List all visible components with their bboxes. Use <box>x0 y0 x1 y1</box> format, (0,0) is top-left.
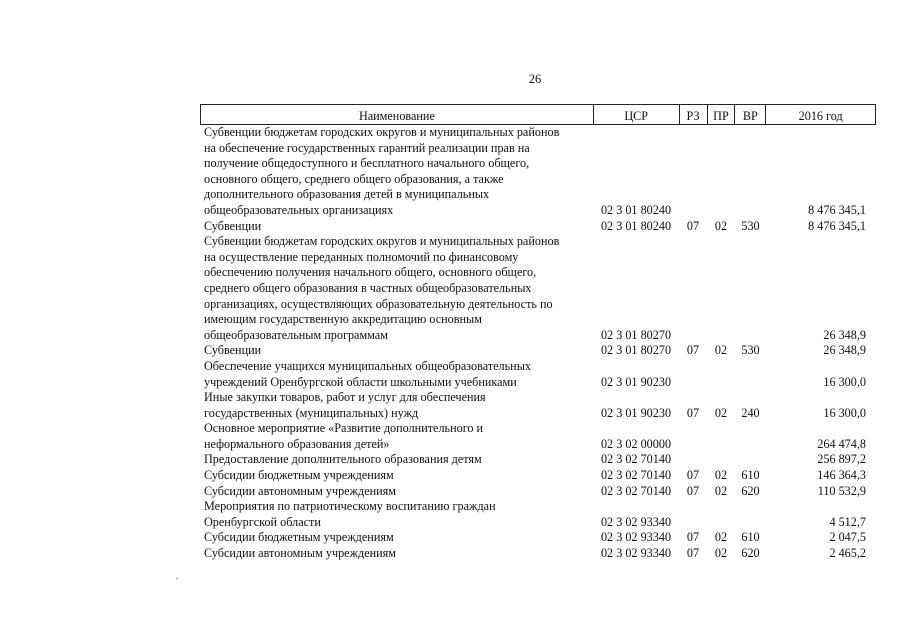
row-vr: 530 <box>741 218 760 233</box>
row-amount: 8 476 345,1 <box>808 202 866 217</box>
row-csr: 02 3 01 90230 <box>600 374 672 389</box>
table-row <box>200 530 876 546</box>
row-name <box>200 452 593 468</box>
row-name <box>200 421 593 452</box>
row-csr: 02 3 02 70140 <box>600 468 672 483</box>
header-rz: РЗ <box>679 105 707 124</box>
row-name <box>200 546 593 562</box>
row-name <box>200 234 593 343</box>
budget-table <box>200 104 876 562</box>
row-vr: 610 <box>741 468 760 483</box>
row-name-line: государственных (муниципальных) нужд <box>204 405 419 420</box>
row-name-line: неформального образования детей» <box>204 436 390 451</box>
row-vr: 620 <box>741 483 760 498</box>
row-name <box>200 359 593 390</box>
row-name-line: Обеспечение учащихся муниципальных общеобразовательных <box>204 358 531 373</box>
row-name-line: Субсидии бюджетным учреждениям <box>204 468 394 483</box>
row-name <box>200 125 593 219</box>
row-csr: 02 3 01 80240 <box>600 218 672 233</box>
row-amount: 8 476 345,1 <box>808 218 866 233</box>
row-rz: 07 <box>686 546 700 561</box>
table-row <box>200 234 876 343</box>
row-name-line: Субвенции <box>204 218 262 233</box>
row-csr: 02 3 02 00000 <box>600 436 672 451</box>
row-pr: 02 <box>714 405 728 420</box>
row-rz: 07 <box>686 405 700 420</box>
row-amount: 146 364,3 <box>817 468 866 483</box>
row-amount: 2 047,5 <box>829 530 866 545</box>
row-name <box>200 530 593 546</box>
row-name-line: Предоставление дополнительного образования детям <box>204 452 482 467</box>
row-name <box>200 390 593 421</box>
row-name-line: организациях, осуществляющих образовательную деятельность по <box>204 296 553 311</box>
row-name <box>200 219 593 235</box>
table-row <box>200 468 876 484</box>
row-amount: 264 474,8 <box>817 436 866 451</box>
row-vr: 610 <box>741 530 760 545</box>
table-header <box>200 104 876 125</box>
row-csr: 02 3 02 70140 <box>600 483 672 498</box>
row-name-line: дополнительного образования детей в муниципальных <box>204 187 490 202</box>
row-name-line: имеющим государственную аккредитацию основным <box>204 312 482 327</box>
table-row <box>200 421 876 452</box>
row-rz: 07 <box>686 468 700 483</box>
table-row <box>200 484 876 500</box>
row-vr: 530 <box>741 343 760 358</box>
row-name-line: общеобразовательных организациях <box>204 202 394 217</box>
row-name-line: Мероприятия по патриотическому воспитанию граждан <box>204 499 496 514</box>
row-amount: 4 512,7 <box>829 514 866 529</box>
row-rz: 07 <box>686 343 700 358</box>
row-pr: 02 <box>714 546 728 561</box>
row-name <box>200 343 593 359</box>
header-year: 2016 год <box>765 105 875 124</box>
table-row <box>200 343 876 359</box>
row-csr: 02 3 02 70140 <box>600 452 672 467</box>
header-csr: ЦСР <box>593 105 679 124</box>
row-csr: 02 3 02 93340 <box>600 514 672 529</box>
row-name-line: Иные закупки товаров, работ и услуг для обеспечения <box>204 390 486 405</box>
row-name-line: Субсидии автономным учреждениям <box>204 546 396 561</box>
row-name-line: Субвенции бюджетам городских округов и муниципальных районов <box>204 125 560 139</box>
row-csr: 02 3 01 90230 <box>600 405 672 420</box>
table-body <box>200 125 876 562</box>
row-name-line: Субвенции <box>204 343 262 358</box>
margin-mark <box>176 578 178 579</box>
row-name-line: основного общего, среднего общего образования, а также <box>204 171 504 186</box>
row-name <box>200 484 593 500</box>
row-vr: 620 <box>741 546 760 561</box>
row-pr: 02 <box>714 468 728 483</box>
table-row <box>200 452 876 468</box>
row-amount: 16 300,0 <box>823 374 866 389</box>
header-name: Наименование <box>358 108 435 123</box>
row-pr: 02 <box>714 530 728 545</box>
header-pr: ПР <box>707 105 735 124</box>
row-amount: 110 532,9 <box>817 483 866 498</box>
row-vr: 240 <box>741 405 760 420</box>
row-rz: 07 <box>686 530 700 545</box>
table-row <box>200 125 876 219</box>
page-number: 26 <box>528 72 542 86</box>
row-name <box>200 468 593 484</box>
row-name-line: общеобразовательным программам <box>204 327 388 342</box>
table-row <box>200 390 876 421</box>
row-pr: 02 <box>714 483 728 498</box>
table-row <box>200 359 876 390</box>
row-name-line: Оренбургской области <box>204 514 321 529</box>
table-row <box>200 499 876 530</box>
row-name-line: Субсидии бюджетным учреждениям <box>204 530 394 545</box>
row-name-line: получение общедоступного и бесплатного начального общего, <box>204 156 530 171</box>
row-rz: 07 <box>686 218 700 233</box>
table-row <box>200 219 876 235</box>
row-name-line: Основное мероприятие «Развитие дополнительного и <box>204 421 484 436</box>
row-amount: 16 300,0 <box>823 405 866 420</box>
row-csr: 02 3 02 93340 <box>600 546 672 561</box>
row-pr: 02 <box>714 343 728 358</box>
row-amount: 26 348,9 <box>823 327 866 342</box>
row-name-line: обеспечению получения начального общего, основного общего, <box>204 265 537 280</box>
row-rz: 07 <box>686 483 700 498</box>
row-csr: 02 3 01 80270 <box>600 343 672 358</box>
row-name-line: на обеспечение государственных гарантий реализации прав на <box>204 140 530 155</box>
row-amount: 256 897,2 <box>817 452 866 467</box>
table-row <box>200 546 876 562</box>
header-vr: ВР <box>734 105 765 124</box>
row-amount: 26 348,9 <box>823 343 866 358</box>
row-amount: 2 465,2 <box>829 546 866 561</box>
row-name-line: на осуществление переданных полномочий по финансовому <box>204 249 519 264</box>
row-pr: 02 <box>714 218 728 233</box>
row-name-line: среднего общего образования в частных общеобразовательных <box>204 280 532 295</box>
row-csr: 02 3 02 93340 <box>600 530 672 545</box>
row-csr: 02 3 01 80240 <box>600 202 672 217</box>
row-name-line: учреждений Оренбургской области школьными учебниками <box>204 374 517 389</box>
row-name <box>200 499 593 530</box>
row-csr: 02 3 01 80270 <box>600 327 672 342</box>
row-name-line: Субсидии автономным учреждениям <box>204 483 396 498</box>
row-name-line: Субвенции бюджетам городских округов и муниципальных районов <box>204 234 560 249</box>
